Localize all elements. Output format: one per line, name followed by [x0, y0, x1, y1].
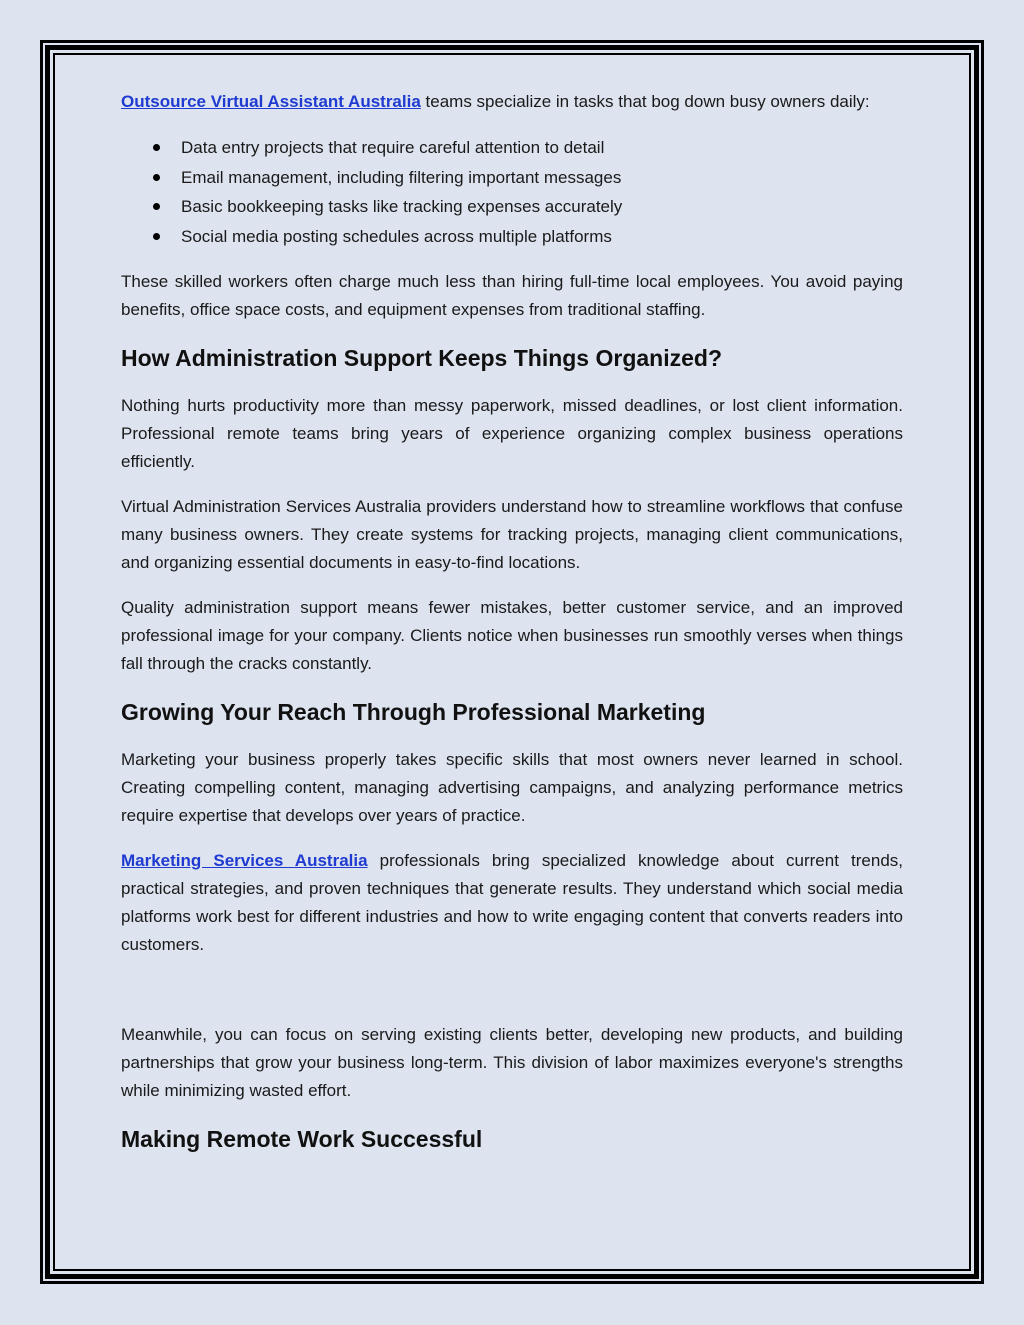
list-item	[181, 192, 903, 222]
marketing-services-link[interactable]: Marketing Services Australia	[121, 851, 368, 870]
intro-paragraph	[121, 88, 903, 116]
marketing-services-text: professionals bring specialized knowledge about current trends, practical strategies, and proven techniques that generate results. They understand which social media platforms work best for different industries and how to write engaging content that converts readers into customers.	[121, 851, 903, 954]
bullet-icon	[153, 203, 160, 210]
focus-paragraph: Meanwhile, you can focus on serving existing clients better, developing new products, and building partnerships that grow your business long-term. This division of labor maximizes everyone's strengths while minimizing wasted effort.	[121, 1025, 903, 1100]
marketing-services-paragraph	[121, 847, 903, 959]
heading-professional-marketing: Growing Your Reach Through Professional Marketing	[121, 699, 706, 725]
productivity-paragraph: Nothing hurts productivity more than messy paperwork, missed deadlines, or lost client information. Professional remote teams bring years of experience organizing complex business operations efficiently.	[121, 396, 903, 471]
outsource-virtual-assistant-link[interactable]: Outsource Virtual Assistant Australia	[121, 92, 421, 111]
list-item	[181, 163, 903, 193]
heading-remote-work: Making Remote Work Successful	[121, 1126, 483, 1152]
spacer	[121, 976, 903, 1021]
marketing-skills-paragraph: Marketing your business properly takes specific skills that most owners never learned in school. Creating compelling content, managing advertising campaigns, and analyzing performance metrics require expertise that develops over years of practice.	[121, 750, 903, 825]
list-item	[181, 222, 903, 252]
task-list	[121, 133, 903, 251]
quality-support-paragraph: Quality administration support means fewer mistakes, better customer service, and an improved professional image for your company. Clients notice when businesses run smoothly verses when things fall through the cracks constantly.	[121, 598, 903, 673]
list-item-text: Data entry projects that require careful attention to detail	[181, 138, 605, 157]
list-item-text: Email management, including filtering important messages	[181, 167, 622, 187]
list-item	[181, 133, 903, 163]
list-item-text: Social media posting schedules across multiple platforms	[181, 226, 612, 246]
document-body	[121, 88, 903, 1173]
bullet-icon	[153, 233, 160, 240]
virtual-administration-paragraph: Virtual Administration Services Australia providers understand how to streamline workflows that confuse many business owners. They create systems for tracking projects, managing client communications, and organizing essential documents in easy-to-find locations.	[121, 497, 903, 572]
cost-paragraph: These skilled workers often charge much less than hiring full-time local employees. You avoid paying benefits, office space costs, and equipment expenses from traditional staffing.	[121, 272, 903, 319]
list-item-text: Basic bookkeeping tasks like tracking expenses accurately	[181, 197, 623, 216]
bullet-icon	[153, 174, 160, 181]
heading-administration-support: How Administration Support Keeps Things Organized?	[121, 345, 722, 371]
intro-paragraph-text: teams specialize in tasks that bog down busy owners daily:	[420, 92, 870, 111]
bullet-icon	[153, 144, 160, 151]
